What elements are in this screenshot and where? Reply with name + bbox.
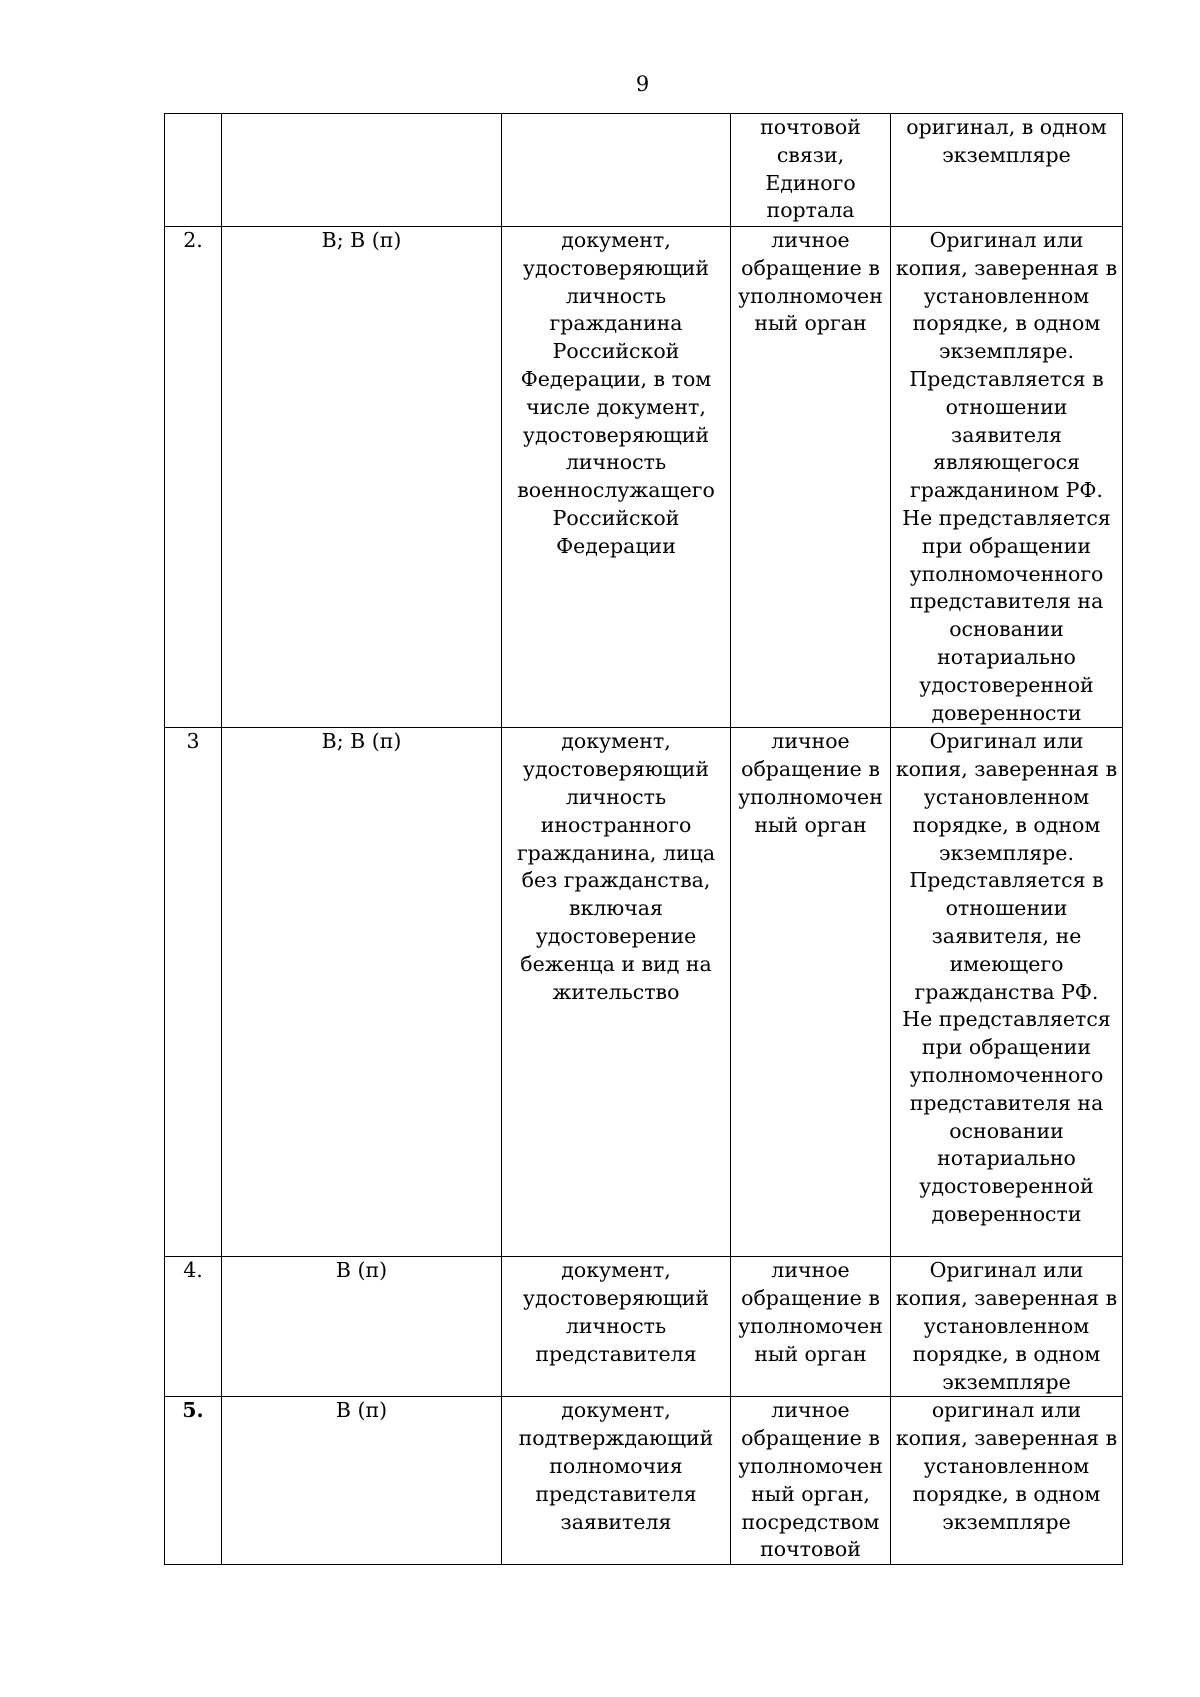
table-row [165, 1257, 1123, 1397]
row-number-cell [165, 114, 222, 227]
category-cell: В; В (п) [222, 728, 502, 1257]
requirements-cell: Оригинал или копия, заверенная в установленном порядке, в одном экземпляре. Представляется в отношении заявителя являющегося гражданином РФ. Не представляется при обращении уполномоченного представителя на основании нотариально удостоверенной доверенности [891, 227, 1123, 728]
requirements-cell: Оригинал или копия, заверенная в установленном порядке, в одном экземпляре [891, 1257, 1123, 1397]
page-number: 9 [635, 72, 650, 96]
row-number-cell: 5. [165, 1397, 222, 1565]
document-cell: документ, подтверждающий полномочия представителя заявителя [502, 1397, 731, 1565]
submission-method-cell: почтовой связи, Единого портала [731, 114, 891, 227]
category-cell: В (п) [222, 1397, 502, 1565]
table-row [165, 1397, 1123, 1565]
requirements-cell: Оригинал или копия, заверенная в установленном порядке, в одном экземпляре. Представляется в отношении заявителя, не имеющего гражданства РФ. Не представляется при обращении уполномоченного представителя на основании нотариально удостоверенной доверенности [891, 728, 1123, 1257]
table-row [165, 227, 1123, 728]
row-number-cell: 2. [165, 227, 222, 728]
category-cell [222, 114, 502, 227]
submission-method-cell: личное обращение в уполномочен ный орган [731, 728, 891, 1257]
document-cell [502, 114, 731, 227]
category-cell: В; В (п) [222, 227, 502, 728]
documents-table [164, 113, 1123, 1565]
document-cell: документ, удостоверяющий личность гражданина Российской Федерации, в том числе документ, удостоверяющий личность военнослужащего Российской Федерации [502, 227, 731, 728]
document-cell: документ, удостоверяющий личность представителя [502, 1257, 731, 1397]
table-row [165, 728, 1123, 1257]
submission-method-cell: личное обращение в уполномочен ный орган, посредством почтовой [731, 1397, 891, 1565]
table-row [165, 114, 1123, 227]
row-number-cell: 4. [165, 1257, 222, 1397]
row-number-cell: 3 [165, 728, 222, 1257]
document-cell: документ, удостоверяющий личность иностранного гражданина, лица без гражданства, включая удостоверение беженца и вид на жительство [502, 728, 731, 1257]
submission-method-cell: личное обращение в уполномочен ный орган [731, 227, 891, 728]
submission-method-cell: личное обращение в уполномочен ный орган [731, 1257, 891, 1397]
requirements-cell: оригинал или копия, заверенная в установленном порядке, в одном экземпляре [891, 1397, 1123, 1565]
category-cell: В (п) [222, 1257, 502, 1397]
requirements-cell: оригинал, в одном экземпляре [891, 114, 1123, 227]
